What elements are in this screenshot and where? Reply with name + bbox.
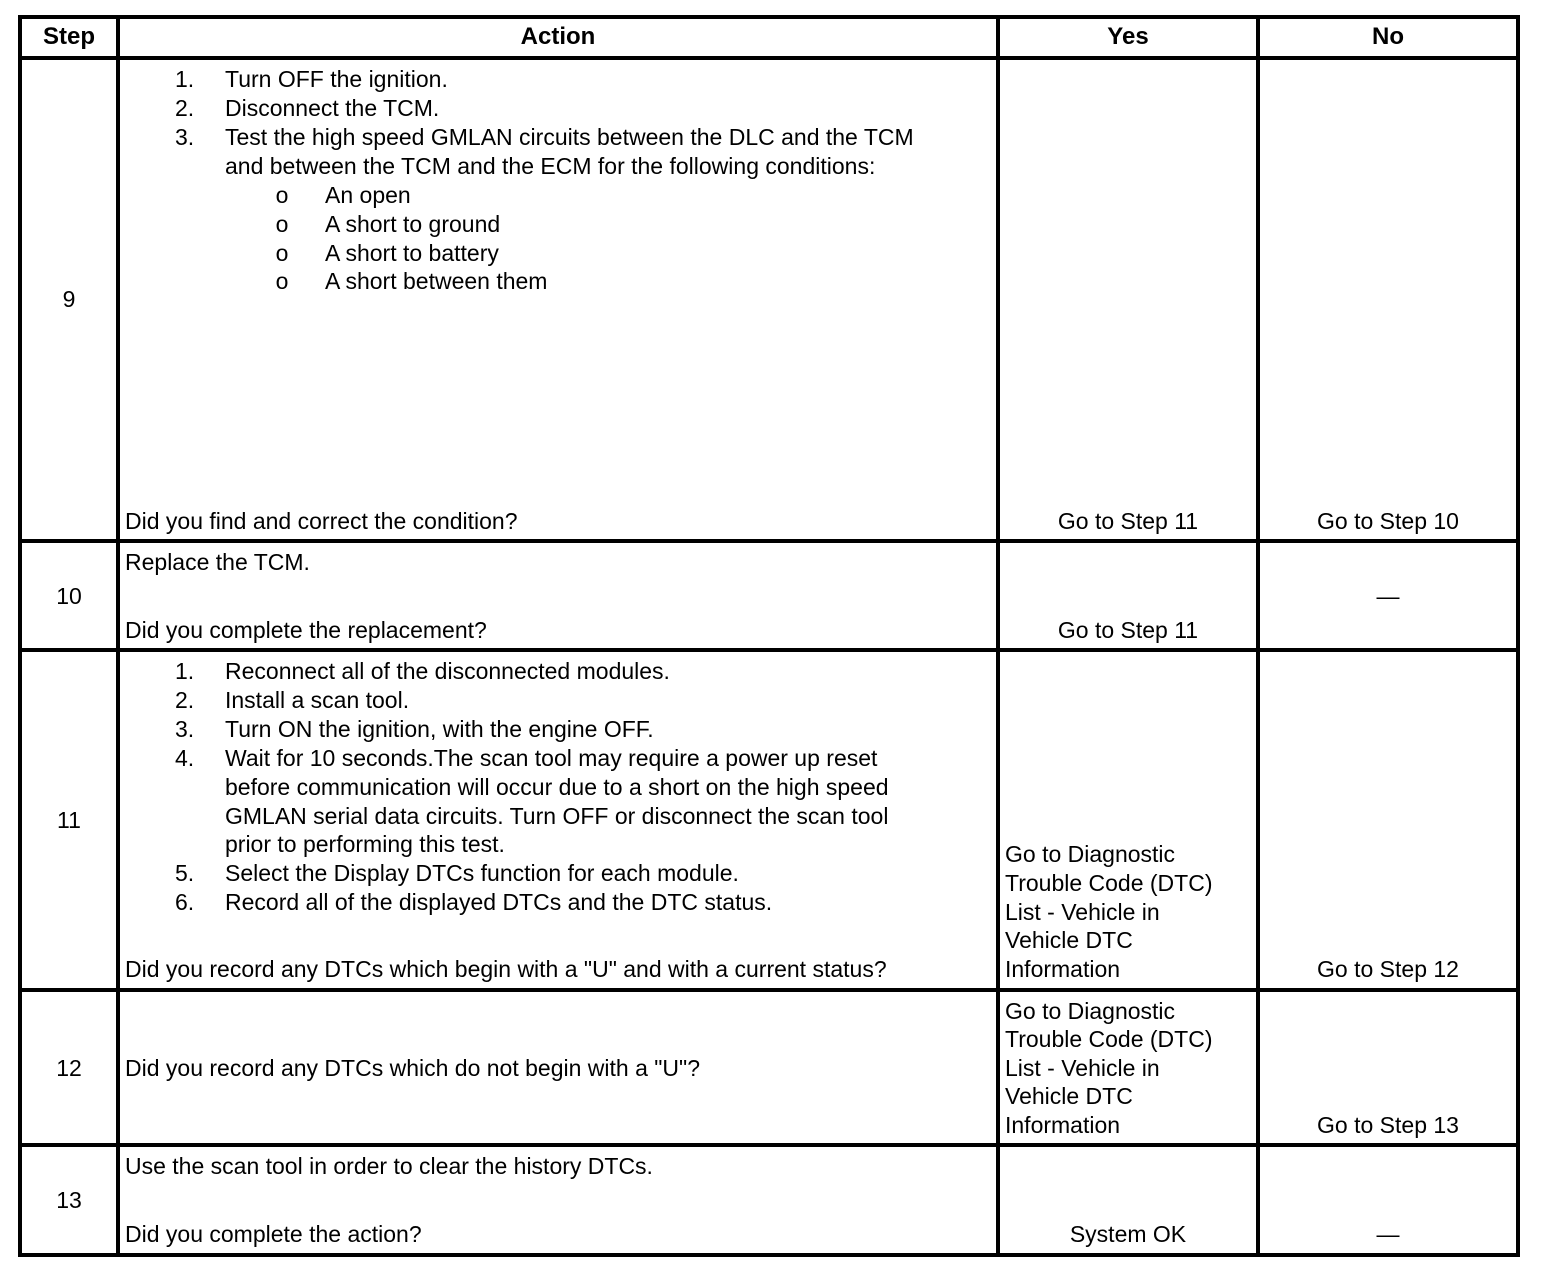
item-text: Record all of the displayed DTCs and the DTC status. [225,889,773,915]
question-text: Did you complete the action? [125,1221,422,1247]
header-action: Action [520,23,596,50]
yes-result: Go to Step 11 [1057,508,1199,534]
yes-result-line: Trouble Code (DTC) [1005,1026,1213,1052]
item-text: Install a scan tool. [225,687,410,713]
step-number-13: 13 [56,1187,82,1213]
item-text: Disconnect the TCM. [225,95,440,121]
no-result: Go to Step 12 [1317,956,1459,982]
no-result: — [1376,1221,1400,1247]
bullet-marker: o [275,268,289,294]
yes-result-line: List - Vehicle in [1005,899,1160,925]
item-number: 2. [175,95,195,121]
item-number: 4. [175,745,195,771]
item-text: before communication will occur due to a short on the high speed [225,774,889,800]
bullet-text: An open [325,182,411,208]
table-border-right [1516,15,1520,1257]
step-number-11: 11 [57,807,81,833]
bullet-marker: o [275,182,289,208]
step-number-10: 10 [56,583,82,609]
row-divider-11 [18,988,1520,992]
yes-result-line: Trouble Code (DTC) [1005,870,1213,896]
question-text: Did you complete the replacement? [125,617,487,643]
instruction-text: Replace the TCM. [125,549,310,575]
item-number: 6. [175,889,195,915]
header-yes: Yes [1107,23,1149,50]
instruction-text: Use the scan tool in order to clear the history DTCs. [125,1153,653,1179]
bullet-marker: o [275,240,289,266]
header-no: No [1372,23,1404,50]
item-number: 3. [175,716,195,742]
yes-result: Go to Step 11 [1057,617,1199,643]
column-divider-step [116,15,120,1257]
diagnostic-table [18,15,1522,1257]
item-text: prior to performing this test. [225,831,505,857]
step-number-9: 9 [62,286,76,312]
item-text: Turn ON the ignition, with the engine OFF. [225,716,654,742]
item-number: 1. [175,658,195,684]
bullet-text: A short to battery [325,240,499,266]
table-border-bottom [18,1253,1520,1257]
yes-result-line: Go to Diagnostic [1005,841,1176,867]
bullet-text: A short between them [325,268,548,294]
question-text: Did you record any DTCs which do not begin with a "U"? [125,1055,700,1081]
no-result: — [1376,583,1400,609]
item-number: 3. [175,124,195,150]
header-step: Step [42,23,95,50]
row-divider-12 [18,1143,1520,1147]
row-divider-9 [18,539,1520,543]
yes-result-line: Information [1005,1112,1121,1138]
item-text: Reconnect all of the disconnected modules. [225,658,670,684]
no-result: Go to Step 10 [1317,508,1459,534]
item-number: 1. [175,66,195,92]
item-text: Test the high speed GMLAN circuits between the DLC and the TCM [225,124,914,150]
item-text: and between the TCM and the ECM for the following conditions: [225,153,876,179]
yes-result-line: Vehicle DTC [1005,927,1133,953]
step-number-12: 12 [56,1055,82,1081]
row-divider-10 [18,648,1520,652]
question-text: Did you find and correct the condition? [125,508,518,534]
item-number: 5. [175,860,195,886]
yes-result-line: Information [1005,956,1121,982]
table-border-top [18,15,1520,19]
yes-result: System OK [1069,1221,1187,1247]
bullet-text: A short to ground [325,211,501,237]
item-text: Select the Display DTCs function for each module. [225,860,739,886]
item-text: Wait for 10 seconds.The scan tool may require a power up reset [225,745,878,771]
item-text: GMLAN serial data circuits. Turn OFF or disconnect the scan tool [225,803,889,829]
yes-result-line: Go to Diagnostic [1005,998,1176,1024]
item-number: 2. [175,687,195,713]
no-result: Go to Step 13 [1317,1112,1459,1138]
question-text: Did you record any DTCs which begin with a "U" and with a current status? [125,956,887,982]
header-divider [18,56,1520,60]
column-divider-yes [1256,15,1260,1257]
yes-result-line: Vehicle DTC [1005,1083,1133,1109]
bullet-marker: o [275,211,289,237]
yes-result-line: List - Vehicle in [1005,1055,1160,1081]
item-text: Turn OFF the ignition. [225,66,448,92]
